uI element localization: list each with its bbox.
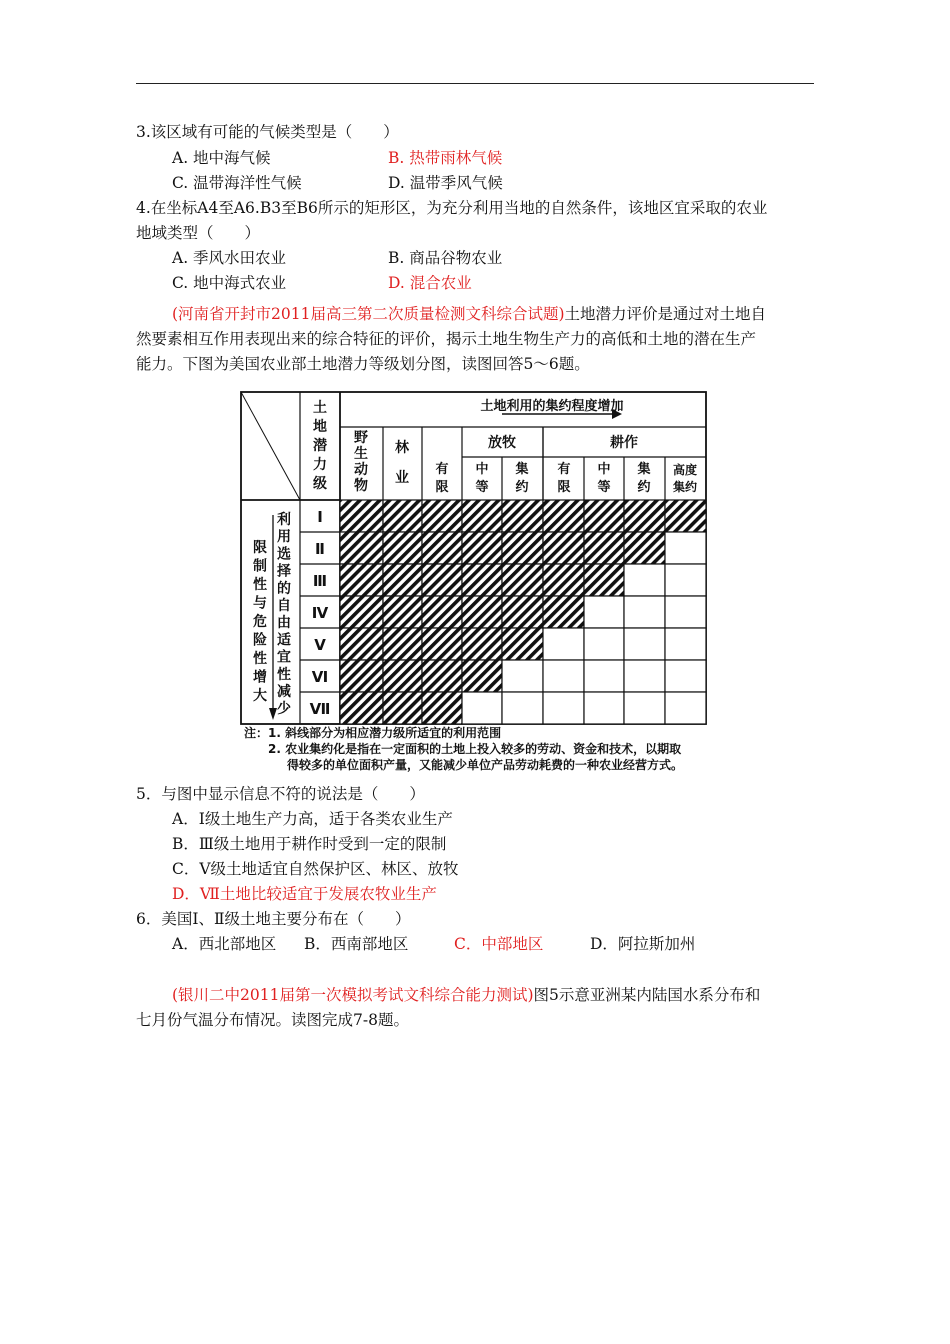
left-inner-label-char: 用 — [277, 529, 291, 546]
capability-cell — [665, 628, 706, 660]
capability-cell — [383, 564, 422, 596]
capability-cell — [665, 596, 706, 628]
left-outer-label-char: 与 — [253, 595, 267, 612]
left-inner-label-char: 宜 — [277, 649, 291, 666]
left-inner-label-char: 选 — [277, 546, 291, 563]
header-rule — [136, 83, 814, 84]
capability-cell — [665, 500, 706, 532]
q6-option-d: D．阿拉斯加州 — [590, 935, 696, 953]
q6-option-b: B．西南部地区 — [304, 935, 409, 953]
capability-cell — [665, 532, 706, 564]
left-inner-label-char: 少 — [277, 701, 291, 718]
q4-option-c: C. 地中海式农业 — [172, 274, 287, 292]
capability-cell — [543, 660, 584, 692]
col-wildlife-label-char: 物 — [354, 478, 368, 494]
capability-cell — [383, 660, 422, 692]
col-class-label-char: 地 — [313, 419, 327, 435]
col-forestry-label-char: 业 — [395, 470, 409, 486]
capability-cell — [543, 532, 584, 564]
intro2-line-2: 七月份气温分布情况。读图完成7-8题。 — [136, 1011, 409, 1029]
left-outer-label-char: 增 — [253, 669, 267, 686]
capability-cell — [383, 532, 422, 564]
cultivation-label: 耕作 — [610, 435, 638, 451]
capability-cell — [383, 500, 422, 532]
capability-cell — [422, 660, 462, 692]
q3-option-d: D. 温带季风气候 — [388, 174, 503, 192]
capability-cell — [665, 692, 706, 724]
sub-col-label-4-char: 中 — [597, 462, 611, 477]
sub-col-label-0-char: 有 — [435, 462, 449, 477]
capability-cell — [422, 692, 462, 724]
intro1-source: (河南省开封市2011届高三第二次质量检测文科综合试题) — [172, 305, 565, 323]
left-inner-label-char: 减 — [277, 684, 291, 700]
sub-col-label-5 — [637, 461, 650, 495]
intro2-line-1 — [172, 985, 760, 1005]
q5-option-c: C．Ⅴ级土地适宜自然保护区、林区、放牧 — [172, 860, 459, 878]
left-inner-label — [276, 511, 291, 717]
capability-cell — [422, 628, 462, 660]
col-wildlife-label-char: 生 — [354, 446, 368, 462]
capability-cell — [502, 660, 543, 692]
q3-option-c: C. 温带海洋性气候 — [172, 174, 302, 192]
capability-cell — [584, 564, 624, 596]
capability-cell — [665, 564, 706, 596]
capability-cell — [462, 660, 502, 692]
intro2-text-1: 图5示意亚洲某内陆国水系分布和 — [533, 986, 761, 1004]
capability-cell — [340, 628, 383, 660]
sub-col-label-1-char: 等 — [475, 480, 489, 495]
left-inner-label-char: 的 — [277, 580, 291, 597]
col-wildlife-label — [354, 430, 369, 494]
grazing-label: 放牧 — [488, 435, 516, 451]
capability-cell — [340, 564, 383, 596]
capability-cell — [502, 564, 543, 596]
sub-col-label-3-char: 限 — [557, 480, 571, 495]
capability-cell — [502, 628, 543, 660]
left-outer-label-char: 险 — [253, 632, 267, 649]
intro1-line-1 — [172, 304, 766, 324]
capability-cell — [383, 628, 422, 660]
capability-cell — [340, 692, 383, 724]
capability-cell — [584, 500, 624, 532]
capability-cell — [462, 692, 502, 724]
left-inner-label-char: 适 — [277, 632, 291, 649]
capability-cell — [624, 628, 665, 660]
col-class-label-char: 力 — [313, 457, 327, 473]
capability-cell — [462, 532, 502, 564]
left-outer-label-char: 大 — [253, 688, 267, 704]
capability-cell — [422, 500, 462, 532]
figure-note-1: 注：1. 斜线部分为相应潜力级所适宜的利用范围 — [244, 726, 502, 740]
capability-cell — [462, 596, 502, 628]
capability-cell — [462, 628, 502, 660]
capability-cell — [340, 500, 383, 532]
capability-cell — [584, 628, 624, 660]
col-forestry-label-char: 林 — [395, 440, 409, 456]
class-label: Ⅱ — [315, 540, 325, 558]
left-outer-label-char: 限 — [253, 540, 267, 556]
capability-cell — [665, 660, 706, 692]
sub-col-label-3 — [557, 461, 570, 495]
sub-col-label-0-char: 限 — [435, 480, 449, 495]
left-outer-label-char: 性 — [253, 651, 267, 667]
corner-diagonal — [241, 392, 300, 500]
capability-cell — [502, 532, 543, 564]
q4-stem-1: 4.在坐标A4至A6.B3至B6所示的矩形区，为充分利用当地的自然条件，该地区宜采取的农业 — [136, 199, 768, 217]
col-wildlife-label-char: 动 — [354, 462, 368, 478]
capability-cell — [543, 564, 584, 596]
capability-cell — [340, 596, 383, 628]
left-arrow-head — [269, 708, 277, 720]
q5-option-d: D．Ⅶ土地比较适宜于发展农牧业生产 — [172, 885, 437, 903]
figure-note-2: 2. 农业集约化是指在一定面积的土地上投入较多的劳动、资金和技术，以期取 — [268, 742, 682, 756]
q5-stem: 5．与图中显示信息不符的说法是（ ） — [136, 785, 425, 803]
sub-col-label-3-char: 有 — [557, 462, 571, 477]
capability-cell — [422, 532, 462, 564]
class-label: Ⅰ — [317, 508, 323, 526]
sub-col-label-4-char: 等 — [597, 480, 611, 495]
class-label: Ⅴ — [314, 636, 326, 654]
q3-option-a: A. 地中海气候 — [172, 149, 271, 167]
header-top-label: 土地利用的集约程度增加 — [480, 399, 624, 414]
class-label: Ⅲ — [312, 572, 328, 590]
capability-cell — [462, 564, 502, 596]
capability-cell — [543, 692, 584, 724]
q5-option-a: A．Ⅰ级土地生产力高，适于各类农业生产 — [172, 810, 453, 828]
capability-cell — [624, 692, 665, 724]
figure-note-3: 得较多的单位面积产量，又能减少单位产品劳动耗费的一种农业经营方式。 — [287, 758, 684, 772]
capability-cell — [624, 564, 665, 596]
col-class-label-char: 土 — [313, 400, 327, 416]
capability-cell — [462, 500, 502, 532]
capability-cell — [502, 692, 543, 724]
capability-cell — [383, 692, 422, 724]
left-inner-label-char: 由 — [277, 615, 291, 632]
capability-cell — [543, 500, 584, 532]
sub-col-label-2 — [515, 461, 528, 495]
q5-option-b: B．Ⅲ级土地用于耕作时受到一定的限制 — [172, 835, 447, 853]
left-outer-label-char: 性 — [253, 577, 267, 593]
capability-cell — [624, 660, 665, 692]
q6-option-c: C．中部地区 — [454, 935, 544, 953]
col-class-label-char: 潜 — [313, 438, 327, 454]
sub-col-label-2-char: 约 — [515, 480, 529, 495]
q6-option-a: A．西北部地区 — [172, 935, 277, 953]
capability-cell — [502, 500, 543, 532]
sub-col-label-5-char: 集 — [637, 462, 651, 477]
sub-col-label-2-char: 集 — [515, 462, 529, 477]
q4-option-d: D. 混合农业 — [388, 274, 472, 292]
col-forestry-label — [395, 439, 410, 486]
capability-cell — [422, 564, 462, 596]
left-inner-label-char: 择 — [277, 563, 291, 580]
intro1-text-1: 土地潜力评价是通过对土地自 — [564, 305, 767, 323]
capability-cell — [340, 532, 383, 564]
q3-option-b: B. 热带雨林气候 — [388, 149, 503, 167]
capability-cell — [624, 532, 665, 564]
capability-cell — [383, 596, 422, 628]
col-class-label — [313, 399, 327, 492]
capability-cell — [624, 596, 665, 628]
capability-cell — [543, 628, 584, 660]
class-label: Ⅶ — [309, 700, 331, 718]
q4-option-b: B. 商品谷物农业 — [388, 249, 503, 267]
left-outer-label — [253, 539, 267, 704]
capability-cell — [584, 660, 624, 692]
capability-cell — [543, 596, 584, 628]
q4-stem-2: 地域类型（ ） — [136, 224, 261, 242]
q4-option-a: A. 季风水田农业 — [172, 249, 287, 267]
left-inner-label-char: 性 — [277, 666, 291, 683]
q3-stem: 3.该区域有可能的气候类型是（ ） — [136, 123, 399, 141]
capability-cell — [584, 692, 624, 724]
sub-col-high-2: 集约 — [672, 480, 698, 494]
sub-col-high-1: 高度 — [672, 463, 698, 477]
left-outer-label-char: 危 — [253, 614, 267, 630]
capability-cell — [502, 596, 543, 628]
sub-col-label-4 — [597, 461, 610, 495]
intro2-source: (银川二中2011届第一次模拟考试文科综合能力测试) — [172, 986, 534, 1004]
capability-cell — [422, 596, 462, 628]
left-inner-label-char: 利 — [277, 512, 291, 528]
intro1-line-2: 然要素相互作用表现出来的综合特征的评价，揭示土地生物生产力的高低和土地的潜在生产 — [136, 330, 757, 348]
col-class-label-char: 级 — [313, 476, 327, 492]
class-label: Ⅳ — [311, 604, 329, 622]
capability-cell — [340, 660, 383, 692]
sub-col-label-1 — [475, 461, 488, 495]
capability-cell — [584, 596, 624, 628]
col-wildlife-label-char: 野 — [354, 430, 368, 446]
intro1-line-3: 能力。下图为美国农业部土地潜力等级划分图，读图回答5～6题。 — [136, 355, 590, 373]
sub-col-label-1-char: 中 — [475, 462, 489, 477]
land-capability-figure — [240, 390, 710, 728]
left-outer-label-char: 制 — [253, 558, 267, 575]
q6-stem: 6．美国Ⅰ、Ⅱ级土地主要分布在（ ） — [136, 910, 411, 928]
left-inner-label-char: 自 — [277, 598, 291, 614]
sub-col-label-0 — [435, 461, 448, 495]
figure-cells — [340, 500, 706, 724]
capability-cell — [624, 500, 665, 532]
sub-col-label-5-char: 约 — [637, 480, 651, 495]
class-label: Ⅵ — [311, 668, 329, 686]
capability-cell — [584, 532, 624, 564]
